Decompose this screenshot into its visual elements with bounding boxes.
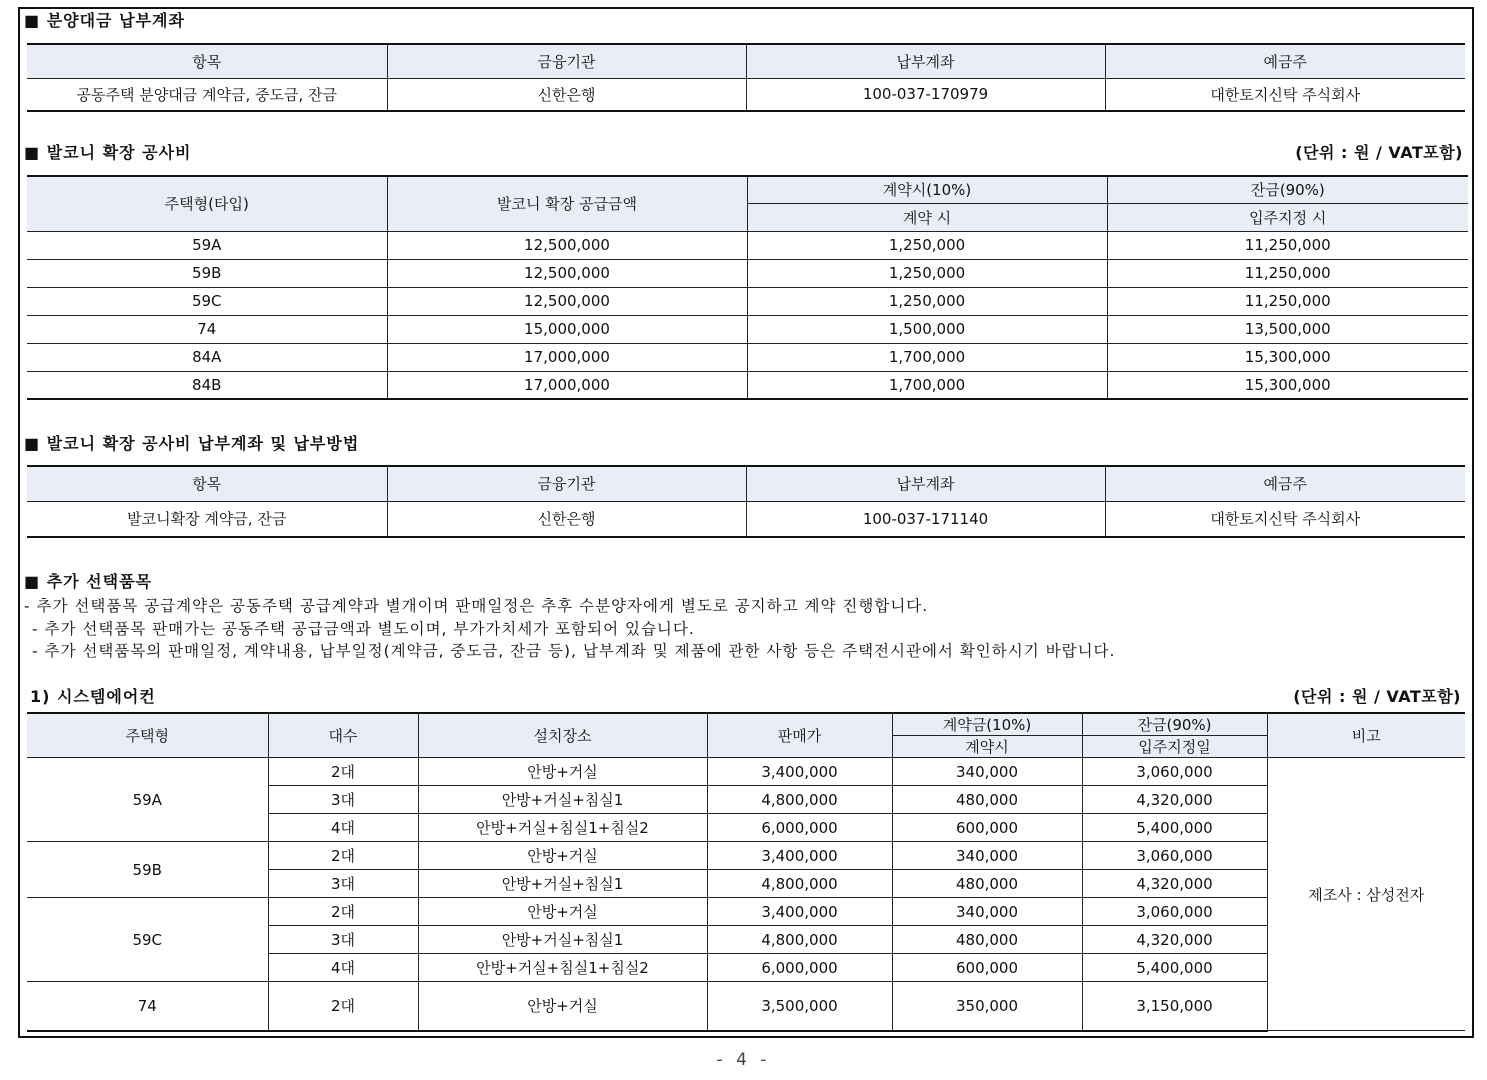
cell-type: 59B bbox=[27, 259, 387, 287]
table-row bbox=[27, 898, 1465, 926]
cell-balance: 5,400,000 bbox=[1082, 814, 1267, 842]
header-balance-sub: 입주지정일 bbox=[1082, 736, 1267, 758]
header-location: 설치장소 bbox=[418, 713, 707, 758]
cell-location: 안방+거실+침실1+침실2 bbox=[418, 814, 707, 842]
cell-price: 3,400,000 bbox=[707, 758, 892, 786]
cell-contract: 1,700,000 bbox=[747, 343, 1107, 371]
cell-contract: 600,000 bbox=[892, 814, 1082, 842]
header-contract: 계약금(10%) bbox=[892, 713, 1082, 736]
header-bank: 금융기관 bbox=[387, 466, 746, 501]
unit-label: (단위 : 원 / VAT포함) bbox=[1293, 687, 1461, 706]
cell-balance: 4,320,000 bbox=[1082, 786, 1267, 814]
table-row bbox=[27, 371, 1468, 399]
header-contract-sub: 계약 시 bbox=[747, 203, 1107, 231]
cell-contract: 340,000 bbox=[892, 842, 1082, 870]
cell-balance: 11,250,000 bbox=[1107, 259, 1468, 287]
cell-count: 3대 bbox=[268, 926, 418, 954]
header-balance-sub: 입주지정 시 bbox=[1107, 203, 1468, 231]
cell-balance: 3,060,000 bbox=[1082, 842, 1267, 870]
header-price: 판매가 bbox=[707, 713, 892, 758]
cell-type: 59C bbox=[27, 898, 268, 982]
cell-account: 100-037-171140 bbox=[746, 501, 1105, 537]
header-remark: 비고 bbox=[1267, 713, 1465, 758]
cell-price: 4,800,000 bbox=[707, 926, 892, 954]
header-supply: 발코니 확장 공급금액 bbox=[387, 176, 747, 231]
cell-type: 84A bbox=[27, 343, 387, 371]
cell-count: 2대 bbox=[268, 982, 418, 1031]
cell-contract: 340,000 bbox=[892, 898, 1082, 926]
cell-location: 안방+거실 bbox=[418, 842, 707, 870]
cell-contract: 340,000 bbox=[892, 758, 1082, 786]
payment-account-table bbox=[27, 43, 1465, 112]
cell-type: 74 bbox=[27, 982, 268, 1031]
cell-location: 안방+거실+침실1+침실2 bbox=[418, 954, 707, 982]
cell-price: 4,800,000 bbox=[707, 870, 892, 898]
cell-type: 59B bbox=[27, 842, 268, 898]
table-row bbox=[27, 287, 1468, 315]
cell-contract: 480,000 bbox=[892, 786, 1082, 814]
cell-type: 59C bbox=[27, 287, 387, 315]
cell-count: 2대 bbox=[268, 842, 418, 870]
cell-holder: 대한토지신탁 주식회사 bbox=[1105, 78, 1465, 111]
note-line: - 추가 선택품목 공급계약은 공동주택 공급계약과 별개이며 판매일정은 추후 수분양자에게 별도로 공지하고 계약 진행합니다. bbox=[24, 597, 929, 615]
cell-type: 74 bbox=[27, 315, 387, 343]
cell-balance: 4,320,000 bbox=[1082, 870, 1267, 898]
header-account: 납부계좌 bbox=[746, 466, 1105, 501]
cell-bank: 신한은행 bbox=[387, 501, 746, 537]
header-item: 항목 bbox=[27, 44, 387, 78]
cell-location: 안방+거실 bbox=[418, 982, 707, 1031]
cell-supply: 17,000,000 bbox=[387, 343, 747, 371]
header-contract-sub: 계약시 bbox=[892, 736, 1082, 758]
header-balance: 잔금(90%) bbox=[1082, 713, 1267, 736]
note-line: - 추가 선택품목의 판매일정, 계약내용, 납부일정(계약금, 중도금, 잔금 등), 납부계좌 및 제품에 관한 사항 등은 주택전시관에서 확인하시기 바랍니다. bbox=[32, 642, 1116, 660]
cell-supply: 12,500,000 bbox=[387, 231, 747, 259]
section-title-payment-account: ■ 분양대금 납부계좌 bbox=[24, 11, 185, 30]
cell-location: 안방+거실+침실1 bbox=[418, 786, 707, 814]
balcony-payment-table bbox=[27, 465, 1465, 538]
header-count: 대수 bbox=[268, 713, 418, 758]
cell-bank: 신한은행 bbox=[387, 78, 746, 111]
table-row bbox=[27, 982, 1465, 1031]
cell-item: 발코니확장 계약금, 잔금 bbox=[27, 501, 387, 537]
cell-contract: 1,250,000 bbox=[747, 259, 1107, 287]
cell-supply: 12,500,000 bbox=[387, 287, 747, 315]
cell-contract: 1,250,000 bbox=[747, 231, 1107, 259]
cell-balance: 5,400,000 bbox=[1082, 954, 1267, 982]
page-number: - 4 - bbox=[716, 1050, 771, 1070]
header-balance: 잔금(90%) bbox=[1107, 176, 1468, 203]
header-holder: 예금주 bbox=[1105, 44, 1465, 78]
cell-balance: 3,150,000 bbox=[1082, 982, 1267, 1031]
cell-location: 안방+거실 bbox=[418, 758, 707, 786]
cell-balance: 4,320,000 bbox=[1082, 926, 1267, 954]
cell-type: 84B bbox=[27, 371, 387, 399]
cell-count: 3대 bbox=[268, 786, 418, 814]
cell-balance: 15,300,000 bbox=[1107, 371, 1468, 399]
cell-price: 4,800,000 bbox=[707, 786, 892, 814]
cell-count: 4대 bbox=[268, 954, 418, 982]
cell-holder: 대한토지신탁 주식회사 bbox=[1105, 501, 1465, 537]
table-row bbox=[27, 842, 1465, 870]
cell-contract: 1,700,000 bbox=[747, 371, 1107, 399]
balcony-cost-table bbox=[27, 175, 1468, 400]
header-type: 주택형(타입) bbox=[27, 176, 387, 231]
cell-balance: 15,300,000 bbox=[1107, 343, 1468, 371]
cell-type: 59A bbox=[27, 758, 268, 842]
cell-balance: 3,060,000 bbox=[1082, 898, 1267, 926]
header-contract: 계약시(10%) bbox=[747, 176, 1107, 203]
unit-label: (단위 : 원 / VAT포함) bbox=[1295, 143, 1463, 162]
cell-location: 안방+거실+침실1 bbox=[418, 870, 707, 898]
cell-balance: 11,250,000 bbox=[1107, 287, 1468, 315]
cell-balance: 13,500,000 bbox=[1107, 315, 1468, 343]
cell-item: 공동주택 분양대금 계약금, 중도금, 잔금 bbox=[27, 78, 387, 111]
cell-supply: 17,000,000 bbox=[387, 371, 747, 399]
cell-location: 안방+거실+침실1 bbox=[418, 926, 707, 954]
cell-contract: 480,000 bbox=[892, 926, 1082, 954]
table-row bbox=[27, 343, 1468, 371]
section-title-system-aircon: 1) 시스템에어컨 bbox=[30, 687, 156, 706]
section-title-options: ■ 추가 선택품목 bbox=[24, 572, 152, 591]
table-row bbox=[27, 231, 1468, 259]
cell-contract: 600,000 bbox=[892, 954, 1082, 982]
cell-price: 6,000,000 bbox=[707, 954, 892, 982]
cell-count: 2대 bbox=[268, 758, 418, 786]
cell-supply: 12,500,000 bbox=[387, 259, 747, 287]
cell-count: 4대 bbox=[268, 814, 418, 842]
cell-account: 100-037-170979 bbox=[746, 78, 1105, 111]
cell-supply: 15,000,000 bbox=[387, 315, 747, 343]
cell-price: 3,500,000 bbox=[707, 982, 892, 1031]
cell-remark: 제조사 : 삼성전자 bbox=[1267, 758, 1465, 1031]
cell-count: 3대 bbox=[268, 870, 418, 898]
cell-balance: 11,250,000 bbox=[1107, 231, 1468, 259]
header-holder: 예금주 bbox=[1105, 466, 1465, 501]
cell-contract: 1,250,000 bbox=[747, 287, 1107, 315]
header-bank: 금융기관 bbox=[387, 44, 746, 78]
table-row bbox=[27, 315, 1468, 343]
cell-price: 3,400,000 bbox=[707, 898, 892, 926]
section-title-balcony-payment: ■ 발코니 확장 공사비 납부계좌 및 납부방법 bbox=[24, 434, 360, 453]
cell-contract: 480,000 bbox=[892, 870, 1082, 898]
cell-balance: 3,060,000 bbox=[1082, 758, 1267, 786]
cell-contract: 350,000 bbox=[892, 982, 1082, 1031]
cell-count: 2대 bbox=[268, 898, 418, 926]
aircon-table bbox=[27, 712, 1465, 1032]
cell-price: 3,400,000 bbox=[707, 842, 892, 870]
note-line: - 추가 선택품목 판매가는 공동주택 공급금액과 별도이며, 부가가치세가 포함되어 있습니다. bbox=[32, 620, 695, 638]
cell-type: 59A bbox=[27, 231, 387, 259]
cell-price: 6,000,000 bbox=[707, 814, 892, 842]
cell-location: 안방+거실 bbox=[418, 898, 707, 926]
table-row bbox=[27, 758, 1465, 786]
table-row bbox=[27, 259, 1468, 287]
cell-contract: 1,500,000 bbox=[747, 315, 1107, 343]
header-item: 항목 bbox=[27, 466, 387, 501]
header-type: 주택형 bbox=[27, 713, 268, 758]
section-title-balcony-cost: ■ 발코니 확장 공사비 bbox=[24, 143, 192, 162]
header-account: 납부계좌 bbox=[746, 44, 1105, 78]
